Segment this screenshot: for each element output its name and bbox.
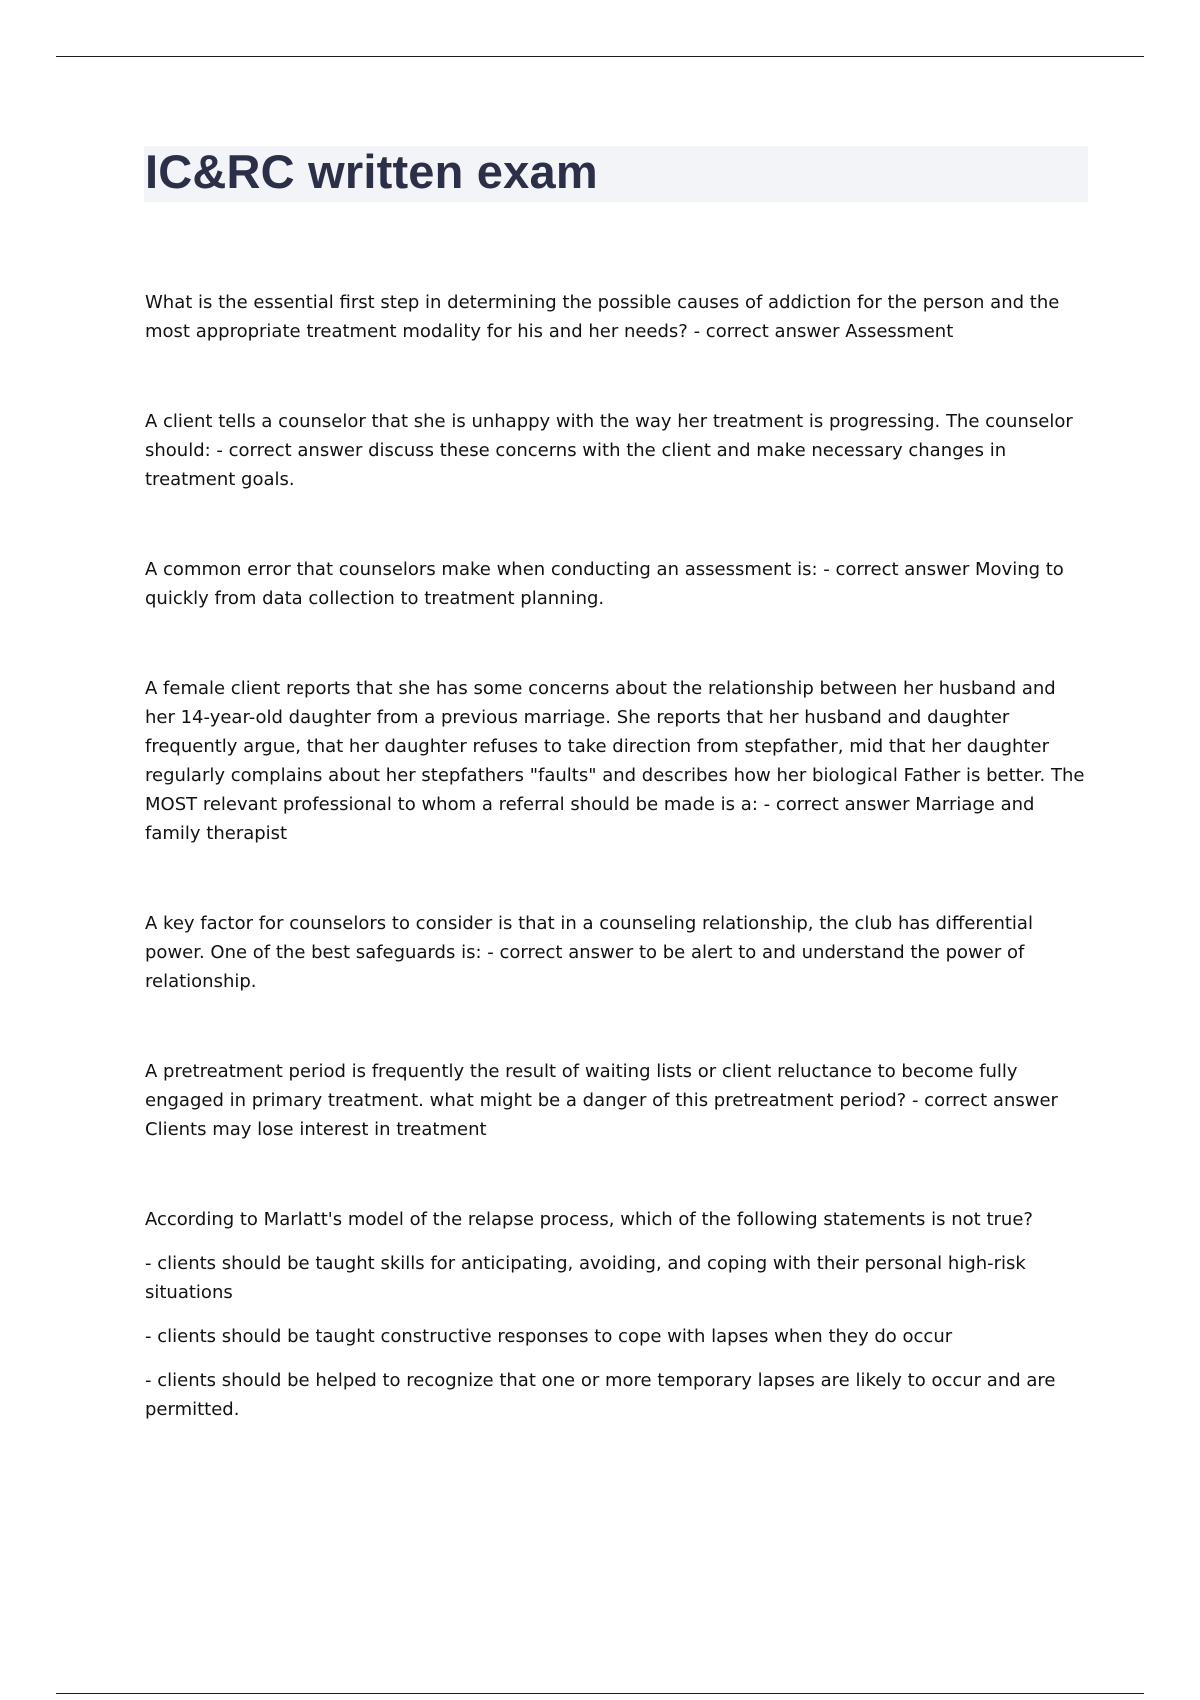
qa-item-2: [145, 407, 1090, 494]
qa-text: A key factor for counselors to consider is that in a counseling relationship, the club has differential power. One of the best safeguards is: - correct answer to be alert to and understand the power of relationship.: [145, 913, 1033, 992]
qa-option-1: - clients should be taught skills for anticipating, avoiding, and coping with their personal high-risk situations: [145, 1253, 1026, 1303]
qa-text: A female client reports that she has some concerns about the relationship between her husband and her 14-year-old daughter from a previous marriage. She reports that her husband and daughter frequently argue, that her daughter refuses to take direction from stepfather, mid that her daughter regularly complains about her stepfathers "faults" and describes how her biological Father is better. The MOST relevant professional to whom a referral should be made is a: - correct answer Marriage and family therapist: [145, 678, 1085, 844]
qa-item-6: [145, 1057, 1090, 1144]
page-bottom-rule: [56, 1693, 1144, 1694]
qa-text: A client tells a counselor that she is unhappy with the way her treatment is progressing. The counselor should: - correct answer discuss these concerns with the client and make necessary changes in treatment goals.: [145, 411, 1073, 490]
qa-item-3: [145, 555, 1090, 613]
qa-text: A pretreatment period is frequently the result of waiting lists or client reluctance to become fully engaged in primary treatment. what might be a danger of this pretreatment period? - correct answer Clients may lose interest in treatment: [145, 1061, 1058, 1140]
qa-item-4: [145, 674, 1090, 848]
qa-list-question: According to Marlatt's model of the relapse process, which of the following statements is not true?: [145, 1209, 1033, 1230]
qa-item-1: [145, 288, 1090, 346]
page-top-rule: [56, 56, 1144, 57]
qa-text: What is the essential first step in determining the possible causes of addiction for the person and the most appropriate treatment modality for his and her needs? - correct answer Assessment: [145, 292, 1060, 342]
qa-item-7: [145, 1205, 1090, 1424]
qa-text: A common error that counselors make when conducting an assessment is: - correct answer Moving to quickly from data collection to treatment planning.: [145, 559, 1064, 609]
document-body: [145, 288, 1090, 1439]
qa-option-3: - clients should be helped to recognize that one or more temporary lapses are likely to occur and are permitted.: [145, 1370, 1056, 1420]
qa-option-2: - clients should be taught constructive responses to cope with lapses when they do occur: [145, 1326, 953, 1347]
qa-item-5: [145, 909, 1090, 996]
document-title: IC&RC written exam: [145, 145, 598, 198]
